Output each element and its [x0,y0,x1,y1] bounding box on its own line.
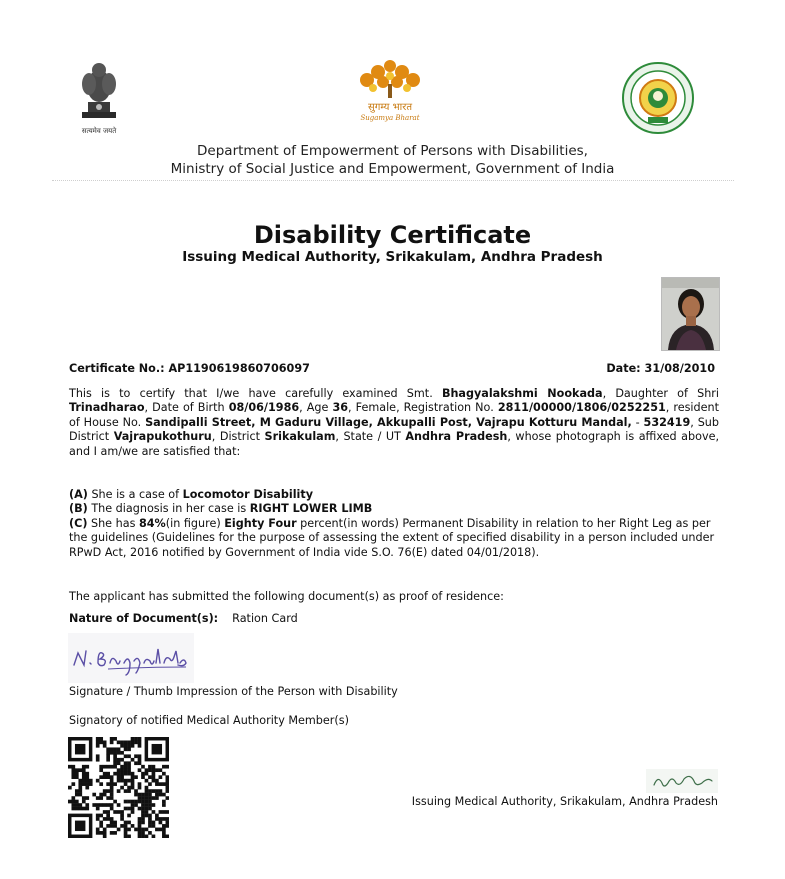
header-divider [52,180,734,181]
person-photo-icon [662,278,719,350]
certificate-subtitle: Issuing Medical Authority, Srikakulam, Andhra Pradesh [182,249,603,265]
authority-signature [646,769,718,793]
ministry-name: Ministry of Social Justice and Empowerment, Government of India [170,161,615,177]
certificate-title: Disability Certificate [253,221,532,249]
signatory-caption: Signatory of notified Medical Authority Member(s) [69,714,349,727]
state-seal-icon [622,62,694,134]
certificate-date-label: Date: [606,362,641,375]
handwritten-signature-icon [68,633,194,683]
issuing-authority-caption: Issuing Medical Authority, Srikakulam, Andhra Pradesh [411,795,718,808]
certificate-number-label: Certificate No.: [69,362,165,375]
emblem-motto: सत्यमेव जयते [81,127,117,135]
person-signature-caption: Signature / Thumb Impression of the Person with Disability [69,685,398,698]
father-name: Trinadharao [69,401,145,415]
residence-intro: The applicant has submitted the following document(s) as proof of residence: [69,590,504,603]
finding-a: (A) She is a case of Locomotor Disability [69,488,314,501]
finding-b: (B) The diagnosis in her case is RIGHT LOWER LIMB [69,502,373,515]
tree-logo-icon [353,58,427,98]
qr-finder-pattern [68,737,92,761]
disability-type: Locomotor Disability [182,488,314,501]
applicant-name: Bhagyalakshmi Nookada [441,387,603,400]
district: Srikakulam [264,430,336,444]
lion-capital-icon [76,58,122,122]
document-value: Ration Card [232,612,298,625]
document-label: Nature of Document(s): [69,612,219,625]
andhra-pradesh-seal [622,62,694,134]
department-name: Department of Empowerment of Persons with Disabilities, [197,143,588,159]
pin-code: 532419 [643,415,691,429]
person-signature [68,633,194,683]
national-emblem [76,58,122,136]
state: Andhra Pradesh [405,430,508,444]
age: 36 [332,401,349,415]
date-of-birth: 08/06/1986 [228,401,300,415]
applicant-photo [661,277,720,351]
disability-percent: 84% [138,517,166,530]
qr-code-icon [68,737,169,838]
residence-document [69,612,719,626]
disability-percent-words: Eighty Four [224,517,297,530]
certificate-number [69,362,310,376]
sub-district: Vajrapukothuru [113,430,212,444]
authority-signature-icon [646,769,718,793]
finding-c: (C) She has 84%(in figure) Eighty Four percent(in words) Permanent Disability in relation to her Right Leg as per the guidelines (Guidelines for the purpose of assessing the extent of specified disability in a person included under RPwD Act, 2016 notified by Government of India vide S.O. 76(E) dated 04/01/2018). [69,517,715,559]
logo-text: सुगम्य भारत [367,102,413,113]
certificate-number-value: AP1190619860706097 [168,362,310,375]
diagnosis: RIGHT LOWER LIMB [249,502,373,515]
qr-finder-pattern [68,814,92,838]
certificate-date-value: 31/08/2010 [644,362,715,375]
qr-finder-pattern [145,737,169,761]
certification-paragraph: This is to certify that I/we have carefully examined Smt. Bhagyalakshmi Nookada, Daughter of Shri Trinadharao, Date of Birth 08/06/1986, Age 36, Female, Registration No. 2811/00000/1806/0252251, resident of House No. Sandipalli Street, M Gaduru Village, Akkupalli Post, Vajrapu Kotturu Mandal, - 532419, Sub District Vajrapukothuru, District Srikakulam, State / UT Andhra Pradesh, whose photograph is affixed above, and I am/we are satisfied that: [69,387,720,458]
logo-text-latin: Sugamya Bharat [360,114,420,122]
certificate-date [606,362,715,376]
sugamya-bharat-logo [353,58,427,122]
registration-number: 2811/00000/1806/0252251 [497,401,666,415]
qr-code [68,737,169,838]
address: Sandipalli Street, M Gaduru Village, Akkupalli Post, Vajrapu Kotturu Mandal, [145,415,632,429]
